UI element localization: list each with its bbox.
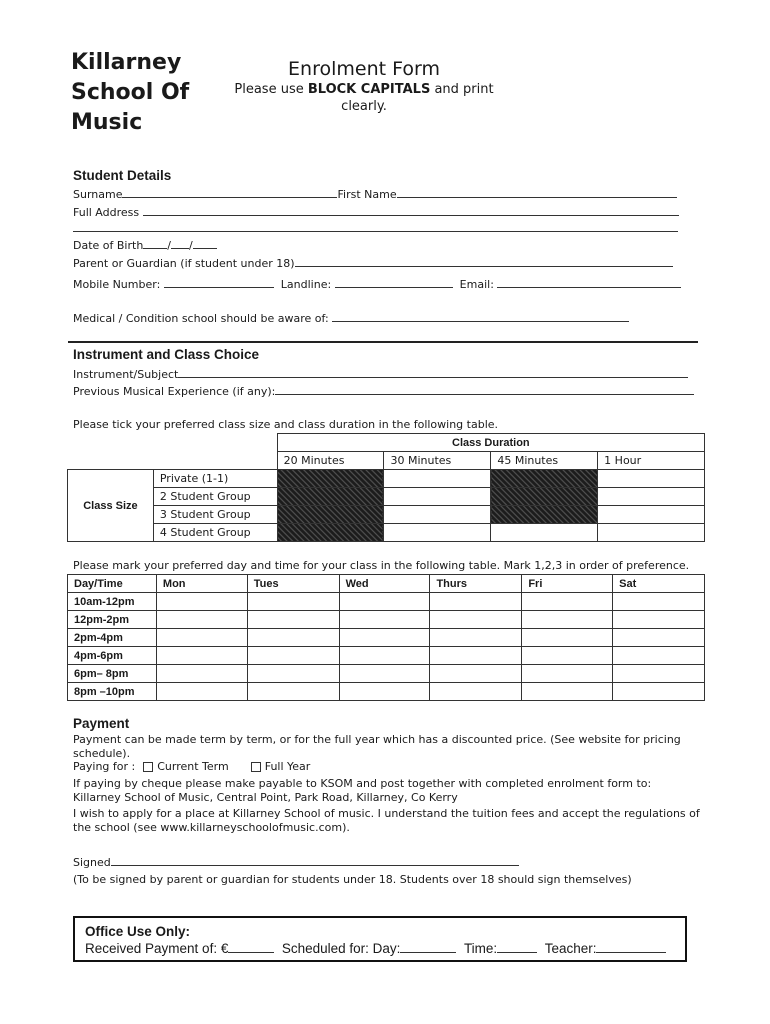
scheduled-day-label: Scheduled for: Day:: [281, 941, 401, 956]
slot-cell[interactable]: [613, 629, 705, 647]
slot-cell[interactable]: [522, 665, 613, 683]
landline-label: Landline:: [280, 278, 332, 291]
office-use-row: [85, 940, 666, 956]
slot-cell[interactable]: [247, 611, 339, 629]
dob-year-field[interactable]: [193, 238, 217, 249]
email-label: Email:: [459, 278, 494, 291]
duration-heading: Class Duration: [277, 434, 704, 452]
slot-cell[interactable]: [156, 593, 247, 611]
header-tues: Tues: [247, 575, 339, 593]
received-payment-field[interactable]: [228, 940, 274, 953]
slot-cell[interactable]: [613, 593, 705, 611]
unavailable-cell: [491, 506, 598, 524]
office-use-box: [73, 916, 687, 962]
slot-cell[interactable]: [522, 611, 613, 629]
signed-label: Signed: [73, 856, 111, 869]
paying-for-label: Paying for :: [73, 760, 136, 773]
slot-cell[interactable]: [613, 611, 705, 629]
header-wed: Wed: [339, 575, 430, 593]
header-sat: Sat: [613, 575, 705, 593]
header-mon: Mon: [156, 575, 247, 593]
medical-label: Medical / Condition school should be aware of:: [73, 312, 329, 325]
dob-day-field[interactable]: [143, 238, 167, 249]
current-term-checkbox[interactable]: [143, 762, 153, 772]
slot-cell[interactable]: [339, 611, 430, 629]
slot-cell[interactable]: [156, 611, 247, 629]
size-3: 3 Student Group: [153, 506, 277, 524]
slot-cell[interactable]: [430, 611, 522, 629]
full-address-label: Full Address: [73, 206, 140, 219]
choice-cell[interactable]: [491, 524, 598, 542]
class-size-heading: Class Size: [68, 470, 154, 542]
slot-cell[interactable]: [339, 683, 430, 701]
sign-note: (To be signed by parent or guardian for students under 18. Students over 18 should sign themselves): [73, 873, 632, 886]
schedule-instruction: Please mark your preferred day and time for your class in the following table. Mark 1,2,3 in order of preference.: [73, 559, 690, 572]
unavailable-cell: [277, 506, 384, 524]
schedule-header-row: [68, 575, 705, 593]
choice-cell[interactable]: [598, 470, 705, 488]
size-2: 2 Student Group: [153, 488, 277, 506]
medical-row: [73, 311, 629, 325]
subject-label: Instrument/Subject: [73, 368, 179, 381]
guardian-row: [73, 256, 673, 270]
size-private: Private (1-1): [153, 470, 277, 488]
instruction-bold: BLOCK CAPITALS: [307, 82, 431, 97]
slot-cell[interactable]: [430, 665, 522, 683]
medical-field[interactable]: [332, 311, 629, 322]
slot-cell[interactable]: [430, 647, 522, 665]
school-name: [71, 48, 241, 138]
class-table: [67, 433, 705, 542]
dob-month-field[interactable]: [171, 238, 189, 249]
instruction-post: and print: [430, 82, 494, 97]
first-name-field[interactable]: [397, 187, 677, 198]
tick-instruction: Please tick your preferred class size and class duration in the following table.: [73, 418, 499, 431]
experience-field[interactable]: [275, 384, 694, 395]
teacher-label: Teacher:: [544, 941, 597, 956]
slot-cell[interactable]: [339, 629, 430, 647]
table-row: [68, 629, 705, 647]
signature-field[interactable]: [111, 855, 519, 866]
slot-cell[interactable]: [339, 647, 430, 665]
duration-45: 45 Minutes: [491, 452, 598, 470]
school-name-line-3: Music: [71, 110, 143, 135]
duration-20: 20 Minutes: [277, 452, 384, 470]
experience-label: Previous Musical Experience (if any):: [73, 385, 276, 398]
slot-cell[interactable]: [339, 593, 430, 611]
landline-field[interactable]: [335, 277, 453, 288]
experience-row: [73, 384, 694, 398]
slot-cell[interactable]: [339, 665, 430, 683]
slot-cell[interactable]: [613, 647, 705, 665]
signed-row: [73, 855, 519, 869]
unavailable-cell: [491, 470, 598, 488]
choice-cell[interactable]: [384, 506, 491, 524]
school-name-line-2: School Of: [71, 80, 190, 105]
choice-cell[interactable]: [598, 488, 705, 506]
slot-cell[interactable]: [247, 683, 339, 701]
time-label: Time:: [463, 941, 498, 956]
full-year-checkbox[interactable]: [251, 762, 261, 772]
unavailable-cell: [277, 470, 384, 488]
slot-cell[interactable]: [522, 629, 613, 647]
instruction-line-2: clearly.: [341, 99, 387, 114]
slot-cell[interactable]: [247, 593, 339, 611]
full-year-label: Full Year: [264, 760, 311, 773]
dob-row: Date of Birth / /: [73, 238, 217, 252]
first-name-label: First Name: [337, 188, 397, 201]
choice-cell[interactable]: [384, 524, 491, 542]
mobile-field[interactable]: [164, 277, 274, 288]
scheduled-day-field[interactable]: [400, 940, 456, 953]
form-instruction: [230, 81, 498, 115]
received-payment-label: Received Payment of: €: [85, 941, 229, 956]
header-day-time: Day/Time: [68, 575, 157, 593]
slot-cell[interactable]: [156, 665, 247, 683]
paying-for-row: [73, 760, 310, 773]
slot-cell[interactable]: [247, 647, 339, 665]
slot-cell[interactable]: [247, 629, 339, 647]
subject-row: [73, 367, 688, 381]
subject-field[interactable]: [178, 367, 688, 378]
contact-row: [73, 277, 681, 291]
instruction-pre: Please use: [234, 82, 308, 97]
apply-text: I wish to apply for a place at Killarney School of music. I understand the tuition fees and accept the regulations of the school (see www.killarneyschoolofmusic.com).: [73, 807, 700, 834]
slot-cell[interactable]: [522, 593, 613, 611]
table-row: [68, 647, 705, 665]
unavailable-cell: [277, 488, 384, 506]
slot-cell[interactable]: [430, 629, 522, 647]
section-divider: [68, 341, 698, 343]
duration-30: 30 Minutes: [384, 452, 491, 470]
time-slot: 2pm-4pm: [68, 629, 157, 647]
student-details-heading: Student Details: [73, 168, 172, 183]
guardian-field[interactable]: [295, 256, 673, 267]
slot-cell[interactable]: [156, 683, 247, 701]
time-slot: 10am-12pm: [68, 593, 157, 611]
time-slot: 4pm-6pm: [68, 647, 157, 665]
school-name-line-1: Killarney: [71, 50, 182, 75]
slot-cell[interactable]: [522, 647, 613, 665]
dob-label: Date of Birth: [73, 239, 144, 252]
current-term-label: Current Term: [157, 760, 229, 773]
office-use-heading: Office Use Only:: [85, 924, 191, 939]
choice-cell[interactable]: [384, 470, 491, 488]
address-field-line-2[interactable]: [73, 231, 678, 232]
instrument-heading: Instrument and Class Choice: [73, 347, 260, 362]
surname-field[interactable]: [122, 187, 337, 198]
table-row: [68, 683, 705, 701]
teacher-field[interactable]: [596, 940, 666, 953]
header-fri: Fri: [522, 575, 613, 593]
surname-row: [73, 187, 677, 201]
surname-label: Surname: [73, 188, 123, 201]
choice-cell[interactable]: [384, 488, 491, 506]
slot-cell[interactable]: [247, 665, 339, 683]
payment-heading: Payment: [73, 716, 130, 731]
schedule-table: [67, 574, 705, 701]
table-row: [68, 593, 705, 611]
time-field[interactable]: [497, 940, 537, 953]
choice-cell[interactable]: [598, 524, 705, 542]
time-slot: 8pm –10pm: [68, 683, 157, 701]
slot-cell[interactable]: [156, 647, 247, 665]
table-row: [68, 665, 705, 683]
size-4: 4 Student Group: [153, 524, 277, 542]
table-row: [68, 611, 705, 629]
slot-cell[interactable]: [430, 593, 522, 611]
header-thurs: Thurs: [430, 575, 522, 593]
slot-cell[interactable]: [613, 665, 705, 683]
slot-cell[interactable]: [522, 683, 613, 701]
unavailable-cell: [277, 524, 384, 542]
mobile-label: Mobile Number:: [73, 278, 161, 291]
full-address-field[interactable]: [143, 205, 679, 216]
unavailable-cell: [491, 488, 598, 506]
payment-term-text: Payment can be made term by term, or for the full year which has a discounted price. (See website for pricing schedule).: [73, 733, 681, 760]
address-row: [73, 205, 679, 219]
time-slot: 12pm-2pm: [68, 611, 157, 629]
duration-60: 1 Hour: [598, 452, 705, 470]
email-field[interactable]: [497, 277, 681, 288]
cheque-text: If paying by cheque please make payable to KSOM and post together with completed enrolment form to: Killarney School of Music, Central Point, Park Road, Killarney, Co Kerry: [73, 777, 652, 804]
slot-cell[interactable]: [156, 629, 247, 647]
form-title: Enrolment Form: [288, 58, 440, 80]
time-slot: 6pm– 8pm: [68, 665, 157, 683]
choice-cell[interactable]: [598, 506, 705, 524]
slot-cell[interactable]: [613, 683, 705, 701]
slot-cell[interactable]: [430, 683, 522, 701]
guardian-label: Parent or Guardian (if student under 18): [73, 257, 295, 270]
